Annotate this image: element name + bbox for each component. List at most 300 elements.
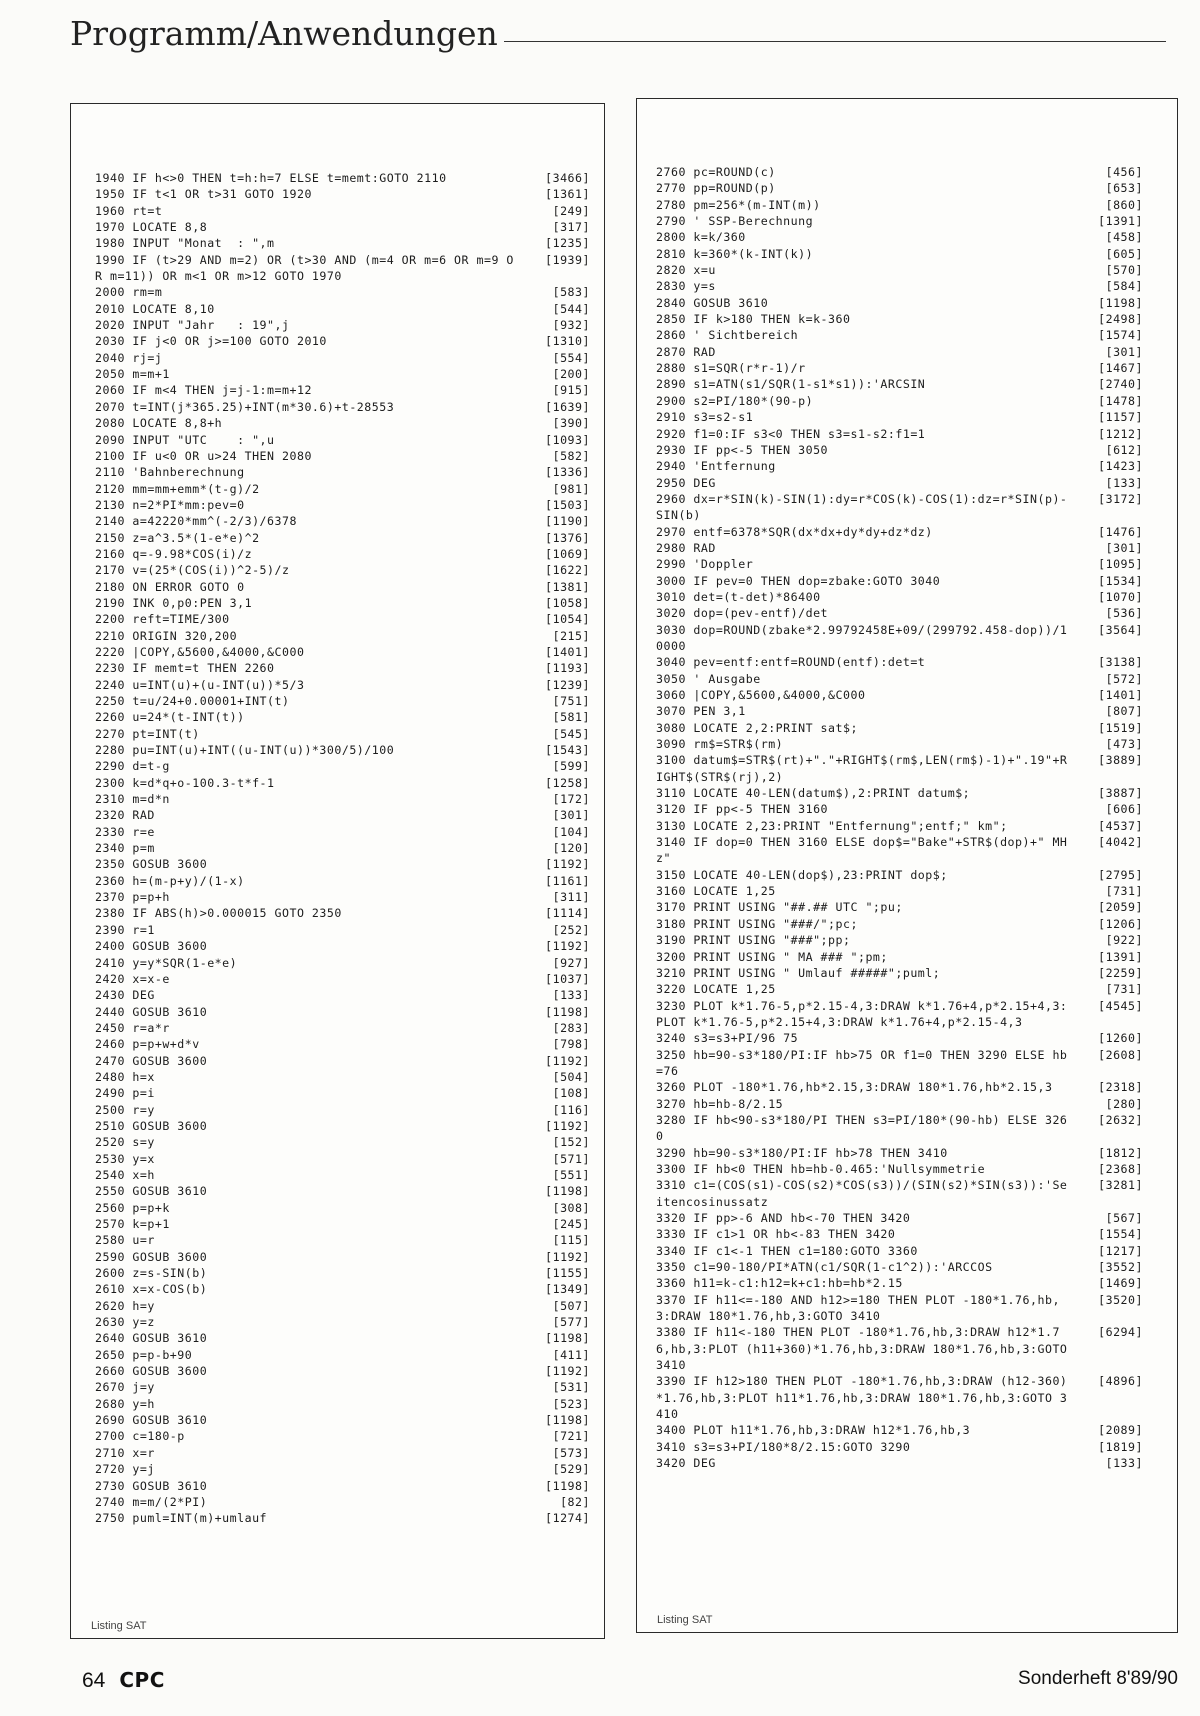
- checksum: [1217]: [1098, 1243, 1143, 1258]
- code-line: [95, 611, 590, 627]
- code-line: [656, 605, 1143, 621]
- code-line: [95, 481, 590, 497]
- checksum: [3466]: [545, 171, 590, 185]
- code-text: 2830 y=s: [656, 279, 716, 294]
- checksum: [1190]: [545, 514, 590, 529]
- code-text: 3240 s3=s3+PI/96 75: [656, 1031, 799, 1046]
- code-line: [656, 736, 1143, 752]
- code-text: 2060 IF m<4 THEN j=j-1:m=m+12: [95, 383, 312, 398]
- code-text: 2660 GOSUB 3600: [95, 1364, 208, 1379]
- code-line: [95, 742, 590, 758]
- checksum: [3281]: [1098, 1178, 1143, 1193]
- code-line: [95, 824, 590, 840]
- code-text: 3100 datum$=STR$(rt)+"."+RIGHT$(rm$,LEN(rm$)-1)+".19"+RIGHT$(STR$(rj),2): [656, 753, 1068, 784]
- code-line: [95, 775, 590, 791]
- checksum: [2259]: [1098, 965, 1143, 980]
- checksum: [280]: [1105, 1096, 1143, 1111]
- checksum: [1198]: [545, 1478, 590, 1493]
- code-text: 2580 u=r: [95, 1233, 155, 1248]
- code-line: [95, 987, 590, 1003]
- code-line: [95, 252, 590, 285]
- checksum: [104]: [552, 824, 590, 839]
- code-line: [656, 1177, 1143, 1210]
- code-text: 2530 y=x: [95, 1151, 155, 1166]
- code-listing-right: [637, 99, 1177, 1472]
- checksum: [458]: [1105, 230, 1143, 245]
- checksum: [1381]: [545, 579, 590, 594]
- code-text: 3380 IF h11<-180 THEN PLOT -180*1.76,hb,3:DRAW h12*1.76,hb,3:PLOT (h11+360)*1.76,hb,3:DRAW 180*1.76,hb,3:GOTO 3410: [656, 1325, 1075, 1373]
- code-text: 3130 LOCATE 2,23:PRINT "Entfernung";entf;" km";: [656, 818, 1008, 833]
- code-line: [95, 1347, 590, 1363]
- code-line: [656, 213, 1143, 229]
- code-line: [95, 905, 590, 921]
- checksum: [1401]: [1098, 688, 1143, 702]
- code-line: [656, 475, 1143, 491]
- checksum: [1193]: [545, 661, 590, 676]
- code-text: 2740 m=m/(2*PI): [95, 1494, 208, 1509]
- checksum: [2632]: [1098, 1112, 1143, 1127]
- code-text: 2270 pt=INT(t): [95, 726, 200, 741]
- code-line: [656, 376, 1143, 392]
- code-text: 2220 |COPY,&5600,&4000,&C000: [95, 644, 305, 659]
- code-text: 1970 LOCATE 8,8: [95, 220, 208, 235]
- code-line: [656, 1292, 1143, 1325]
- code-text: 3290 hb=90-s3*180/PI:IF hb>78 THEN 3410: [656, 1145, 948, 1160]
- checksum: [1812]: [1098, 1145, 1143, 1160]
- checksum: [731]: [1105, 884, 1143, 899]
- code-line: [95, 1069, 590, 1085]
- code-line: [95, 170, 590, 186]
- code-text: 2370 p=p+h: [95, 890, 170, 905]
- checksum: [544]: [552, 301, 590, 316]
- code-line: [656, 540, 1143, 556]
- checksum: [1093]: [545, 432, 590, 447]
- code-text: 2470 GOSUB 3600: [95, 1053, 208, 1068]
- checksum: [927]: [552, 955, 590, 970]
- code-line: [656, 573, 1143, 589]
- code-text: 2810 k=360*(k-INT(k)): [656, 246, 814, 261]
- checksum: [133]: [552, 988, 590, 1003]
- code-text: 2570 k=p+1: [95, 1217, 170, 1231]
- code-text: 2400 GOSUB 3600: [95, 939, 208, 954]
- code-text: 3140 IF dop=0 THEN 3160 ELSE dop$="Bake"+STR$(dop)+" MHz": [656, 835, 1068, 866]
- checksum: [1336]: [545, 465, 590, 480]
- code-text: 2160 q=-9.98*COS(i)/z: [95, 546, 253, 561]
- checksum: [605]: [1105, 246, 1143, 261]
- code-text: 2710 x=r: [95, 1445, 155, 1460]
- code-line: [95, 1216, 590, 1232]
- code-text: 2590 GOSUB 3600: [95, 1249, 208, 1264]
- code-line: [656, 998, 1143, 1031]
- code-line: [95, 1298, 590, 1314]
- code-line: [95, 1281, 590, 1297]
- code-line: [656, 801, 1143, 817]
- checksum: [551]: [552, 1167, 590, 1182]
- code-text: 2540 x=h: [95, 1167, 155, 1182]
- code-text: 3210 PRINT USING " Umlauf #####";puml;: [656, 965, 941, 980]
- checksum: [606]: [1105, 802, 1143, 817]
- code-text: 2180 ON ERROR GOTO 0: [95, 579, 245, 594]
- checksum: [4896]: [1098, 1374, 1143, 1389]
- code-text: 2870 RAD: [656, 344, 716, 359]
- checksum: [531]: [552, 1380, 590, 1395]
- checksum: [1037]: [545, 971, 590, 986]
- code-line: [95, 1085, 590, 1101]
- code-text: 2880 s1=SQR(r*r-1)/r: [656, 361, 806, 376]
- code-line: [95, 1510, 590, 1526]
- code-text: 2440 GOSUB 3610: [95, 1004, 208, 1019]
- code-line: [656, 1439, 1143, 1455]
- code-line: [656, 360, 1143, 376]
- code-line: [95, 1134, 590, 1150]
- code-line: [95, 317, 590, 333]
- code-text: 1980 INPUT "Monat : ",m: [95, 236, 275, 251]
- checksum: [567]: [1105, 1211, 1143, 1225]
- code-line: [656, 932, 1143, 948]
- checksum: [1622]: [545, 563, 590, 578]
- code-line: [95, 758, 590, 774]
- checksum: [554]: [552, 350, 590, 365]
- code-text: 2210 ORIGIN 320,200: [95, 628, 238, 643]
- code-text: 2260 u=24*(t-INT(t)): [95, 710, 245, 725]
- code-text: 3070 PEN 3,1: [656, 704, 746, 719]
- code-text: 3410 s3=s3+PI/180*8/2.15:GOTO 3290: [656, 1439, 911, 1454]
- checksum: [133]: [1105, 1456, 1143, 1471]
- code-line: [95, 889, 590, 905]
- checksum: [2368]: [1098, 1161, 1143, 1176]
- code-line: [656, 246, 1143, 262]
- code-text: 3040 pev=entf:entf=ROUND(entf):det=t: [656, 655, 926, 670]
- checksum: [115]: [552, 1233, 590, 1248]
- code-text: 2450 r=a*r: [95, 1020, 170, 1035]
- code-text: 2620 h=y: [95, 1298, 155, 1313]
- code-line: [656, 197, 1143, 213]
- code-text: 2410 y=y*SQR(1-e*e): [95, 955, 238, 970]
- checksum: [582]: [552, 448, 590, 463]
- code-text: 2800 k=k/360: [656, 230, 746, 245]
- code-line: [95, 660, 590, 676]
- code-line: [656, 278, 1143, 294]
- code-line: [95, 1445, 590, 1461]
- code-line: [95, 693, 590, 709]
- code-text: 2040 rj=j: [95, 350, 163, 365]
- code-text: 2150 z=a^3.5*(1-e*e)^2: [95, 530, 260, 545]
- code-line: [656, 327, 1143, 343]
- code-line: [95, 938, 590, 954]
- code-line: [95, 546, 590, 562]
- code-text: 2050 m=m+1: [95, 367, 170, 382]
- code-text: 3110 LOCATE 40-LEN(datum$),2:PRINT datum$;: [656, 786, 971, 801]
- checksum: [1391]: [1098, 949, 1143, 964]
- checksum: [653]: [1105, 181, 1143, 196]
- checksum: [133]: [1105, 475, 1143, 490]
- checksum: [2740]: [1098, 377, 1143, 392]
- code-line: [656, 671, 1143, 687]
- checksum: [529]: [552, 1462, 590, 1477]
- checksum: [2059]: [1098, 900, 1143, 915]
- code-text: 2300 k=d*q+o-100.3-t*f-1: [95, 775, 275, 790]
- code-line: [95, 1004, 590, 1020]
- checksum: [1478]: [1098, 393, 1143, 408]
- checksum: [3172]: [1098, 491, 1143, 506]
- code-line: [95, 1314, 590, 1330]
- code-line: [95, 1232, 590, 1248]
- code-text: 2630 y=z: [95, 1315, 155, 1330]
- checksum: [612]: [1105, 442, 1143, 457]
- code-text: 2950 DEG: [656, 475, 716, 490]
- code-line: [656, 1243, 1143, 1259]
- checksum: [1192]: [545, 1249, 590, 1264]
- checksum: [1161]: [545, 873, 590, 888]
- code-text: 2230 IF memt=t THEN 2260: [95, 661, 275, 676]
- code-line: [656, 311, 1143, 327]
- checksum: [1212]: [1098, 426, 1143, 441]
- code-line: [95, 807, 590, 823]
- checksum: [301]: [1105, 540, 1143, 555]
- code-line: [95, 432, 590, 448]
- code-line: [95, 595, 590, 611]
- code-line: [95, 1118, 590, 1134]
- code-text: 2900 s2=PI/180*(90-p): [656, 393, 814, 408]
- code-text: 3370 IF h11<=-180 AND h12>=180 THEN PLOT -180*1.76,hb,3:DRAW 180*1.76,hb,3:GOTO 3410: [656, 1292, 1060, 1324]
- code-text: 2790 ' SSP-Berechnung: [656, 214, 814, 229]
- code-text: 1940 IF h<>0 THEN t=h:h=7 ELSE t=memt:GOTO 2110: [95, 171, 447, 185]
- checksum: [1114]: [545, 906, 590, 921]
- checksum: [3889]: [1098, 753, 1143, 768]
- checksum: [1939]: [545, 252, 590, 267]
- code-text: 3180 PRINT USING "###/";pc;: [656, 916, 858, 931]
- code-line: [95, 840, 590, 856]
- code-line: [656, 687, 1143, 703]
- code-text: 3010 det=(t-det)*86400: [656, 589, 821, 604]
- checksum: [751]: [552, 694, 590, 708]
- code-line: [95, 1494, 590, 1510]
- code-line: [656, 949, 1143, 965]
- checksum: [504]: [552, 1069, 590, 1084]
- code-text: 2490 p=i: [95, 1086, 155, 1101]
- code-line: [95, 1265, 590, 1281]
- code-line: [656, 426, 1143, 442]
- code-text: 3330 IF c1>1 OR hb<-83 THEN 3420: [656, 1227, 896, 1242]
- code-text: 2030 IF j<0 OR j>=100 GOTO 2010: [95, 334, 327, 349]
- code-line: [95, 1412, 590, 1428]
- checksum: [2795]: [1098, 867, 1143, 882]
- code-line: [95, 530, 590, 546]
- checksum: [3887]: [1098, 786, 1143, 801]
- checksum: [1155]: [545, 1266, 590, 1281]
- checksum: [1069]: [545, 546, 590, 561]
- code-line: [95, 235, 590, 251]
- code-line: [95, 1461, 590, 1477]
- code-line: [656, 589, 1143, 605]
- code-line: [95, 1428, 590, 1444]
- code-text: 3400 PLOT h11*1.76,hb,3:DRAW h12*1.76,hb,3: [656, 1423, 971, 1438]
- code-line: [656, 1210, 1143, 1226]
- code-line: [656, 1096, 1143, 1112]
- checksum: [2498]: [1098, 312, 1143, 327]
- checksum: [1819]: [1098, 1439, 1143, 1454]
- code-text: 2600 z=s-SIN(b): [95, 1266, 208, 1281]
- footer-left: [82, 1668, 165, 1693]
- checksum: [82]: [560, 1494, 590, 1509]
- checksum: [536]: [1105, 606, 1143, 621]
- code-line: [656, 883, 1143, 899]
- code-text: 2280 pu=INT(u)+INT((u-INT(u))*300/5)/100: [95, 743, 395, 758]
- checksum: [1192]: [545, 939, 590, 954]
- checksum: [798]: [552, 1037, 590, 1052]
- code-text: 2650 p=p-b+90: [95, 1347, 193, 1362]
- checksum: [3564]: [1098, 622, 1143, 637]
- checksum: [581]: [552, 710, 590, 725]
- code-line: [95, 1396, 590, 1412]
- code-text: 2920 f1=0:IF s3<0 THEN s3=s1-s2:f1=1: [656, 426, 926, 441]
- checksum: [572]: [1105, 671, 1143, 686]
- checksum: [2608]: [1098, 1047, 1143, 1062]
- checksum: [252]: [552, 922, 590, 937]
- checksum: [577]: [552, 1315, 590, 1330]
- code-line: [656, 654, 1143, 670]
- code-text: 2460 p=p+w+d*v: [95, 1037, 200, 1052]
- checksum: [545]: [552, 726, 590, 741]
- code-text: 2500 r=y: [95, 1102, 155, 1117]
- checksum: [1423]: [1098, 459, 1143, 474]
- code-line: [656, 393, 1143, 409]
- checksum: [1157]: [1098, 410, 1143, 425]
- code-line: [95, 415, 590, 431]
- code-text: 1990 IF (t>29 AND m=2) OR (t>30 AND (m=4 OR m=6 OR m=9 OR m=11)) OR m<1 OR m>12 GOTO 1970: [95, 252, 514, 284]
- code-line: [656, 1373, 1143, 1422]
- code-line: [95, 366, 590, 382]
- code-text: 2190 INK 0,p0:PEN 3,1: [95, 595, 253, 610]
- code-line: [656, 720, 1143, 736]
- checksum: [922]: [1105, 933, 1143, 948]
- code-text: 2140 a=42220*mm^(-2/3)/6378: [95, 514, 297, 529]
- code-text: 3060 |COPY,&5600,&4000,&C000: [656, 688, 866, 702]
- code-text: 3020 dop=(pev-entf)/det: [656, 606, 829, 621]
- code-line: [95, 186, 590, 202]
- checksum: [932]: [552, 318, 590, 333]
- code-text: 2770 pp=ROUND(p): [656, 181, 776, 196]
- code-line: [95, 1167, 590, 1183]
- checksum: [599]: [552, 759, 590, 774]
- code-text: 2510 GOSUB 3600: [95, 1118, 208, 1133]
- issue-label: Sonderheft 8'89/90: [1018, 1668, 1178, 1689]
- code-text: 2420 x=x-e: [95, 971, 170, 986]
- code-line: [656, 1112, 1143, 1145]
- code-text: 2980 RAD: [656, 540, 716, 555]
- checksum: [1274]: [545, 1511, 590, 1526]
- checksum: [523]: [552, 1396, 590, 1411]
- code-line: [656, 262, 1143, 278]
- checksum: [473]: [1105, 737, 1143, 752]
- code-text: 2520 s=y: [95, 1135, 155, 1150]
- checksum: [1095]: [1098, 557, 1143, 572]
- code-text: 3080 LOCATE 2,2:PRINT sat$;: [656, 720, 858, 735]
- code-text: 2390 r=1: [95, 922, 155, 937]
- code-line: [656, 409, 1143, 425]
- code-text: 2910 s3=s2-s1: [656, 410, 754, 425]
- code-line: [656, 1259, 1143, 1275]
- checksum: [1198]: [545, 1004, 590, 1019]
- checksum: [1192]: [545, 1118, 590, 1133]
- code-line: [656, 344, 1143, 360]
- code-text: 2310 m=d*n: [95, 792, 170, 807]
- checksum: [1574]: [1098, 328, 1143, 343]
- code-text: 2700 c=180-p: [95, 1429, 185, 1444]
- code-line: [656, 867, 1143, 883]
- code-text: 2780 pm=256*(m-INT(m)): [656, 197, 821, 212]
- code-text: 2930 IF pp<-5 THEN 3050: [656, 442, 829, 457]
- checksum: [1192]: [545, 1364, 590, 1379]
- code-text: 2480 h=x: [95, 1069, 155, 1084]
- checksum: [3520]: [1098, 1292, 1143, 1307]
- code-text: 3300 IF hb<0 THEN hb=hb-0.465:'Nullsymmetrie: [656, 1161, 986, 1176]
- code-text: 3200 PRINT USING " MA ### ";pm;: [656, 949, 888, 964]
- checksum: [584]: [1105, 279, 1143, 294]
- checksum: [860]: [1105, 197, 1143, 212]
- code-line: [95, 464, 590, 480]
- code-text: 2290 d=t-g: [95, 759, 170, 774]
- checksum: [1519]: [1098, 720, 1143, 735]
- code-line: [656, 1079, 1143, 1095]
- code-line: [656, 981, 1143, 997]
- checksum: [308]: [552, 1200, 590, 1215]
- checksum: [731]: [1105, 982, 1143, 997]
- code-text: 2990 'Doppler: [656, 557, 754, 572]
- checksum: [1054]: [545, 612, 590, 627]
- code-line: [95, 1330, 590, 1346]
- listing-caption-right: Listing SAT: [657, 1614, 713, 1626]
- checksum: [1476]: [1098, 524, 1143, 539]
- code-line: [656, 1422, 1143, 1438]
- code-text: 3230 PLOT k*1.76-5,p*2.15-4,3:DRAW k*1.76+4,p*2.15+4,3:PLOT k*1.76-5,p*2.15+4,3:DRAW k*1.76+4,p*2.15-4,3: [656, 998, 1068, 1029]
- code-text: 2130 n=2*PI*mm:pev=0: [95, 497, 245, 512]
- code-line: [656, 834, 1143, 867]
- code-line: [95, 203, 590, 219]
- checksum: [1058]: [545, 595, 590, 610]
- checksum: [317]: [552, 220, 590, 235]
- checksum: [3138]: [1098, 655, 1143, 670]
- code-text: 2750 puml=INT(m)+umlauf: [95, 1511, 268, 1526]
- checksum: [283]: [552, 1020, 590, 1035]
- checksum: [1543]: [545, 743, 590, 758]
- checksum: [172]: [552, 792, 590, 807]
- checksum: [507]: [552, 1298, 590, 1313]
- code-text: 2100 IF u<0 OR u>24 THEN 2080: [95, 448, 312, 463]
- code-line: [656, 442, 1143, 458]
- code-text: 3310 c1=(COS(s1)-COS(s2)*COS(s3))/(SIN(s2)*SIN(s3)):'Seitencosinussatz: [656, 1178, 1068, 1209]
- magazine-logo: CPC: [119, 1668, 165, 1692]
- checksum: [4537]: [1098, 818, 1143, 833]
- code-line: [95, 562, 590, 578]
- code-text: 2690 GOSUB 3610: [95, 1413, 208, 1428]
- code-line: [95, 382, 590, 398]
- checksum: [1376]: [545, 530, 590, 545]
- checksum: [721]: [552, 1429, 590, 1444]
- checksum: [981]: [552, 481, 590, 496]
- checksum: [1198]: [545, 1184, 590, 1199]
- code-line: [95, 856, 590, 872]
- code-line: [656, 1161, 1143, 1177]
- code-line: [656, 818, 1143, 834]
- code-listing-left: [71, 104, 604, 1527]
- checksum: [1467]: [1098, 361, 1143, 376]
- code-line: [95, 579, 590, 595]
- code-text: 3220 LOCATE 1,25: [656, 982, 776, 997]
- checksum: [1070]: [1098, 589, 1143, 604]
- code-line: [95, 1249, 590, 1265]
- code-line: [95, 1036, 590, 1052]
